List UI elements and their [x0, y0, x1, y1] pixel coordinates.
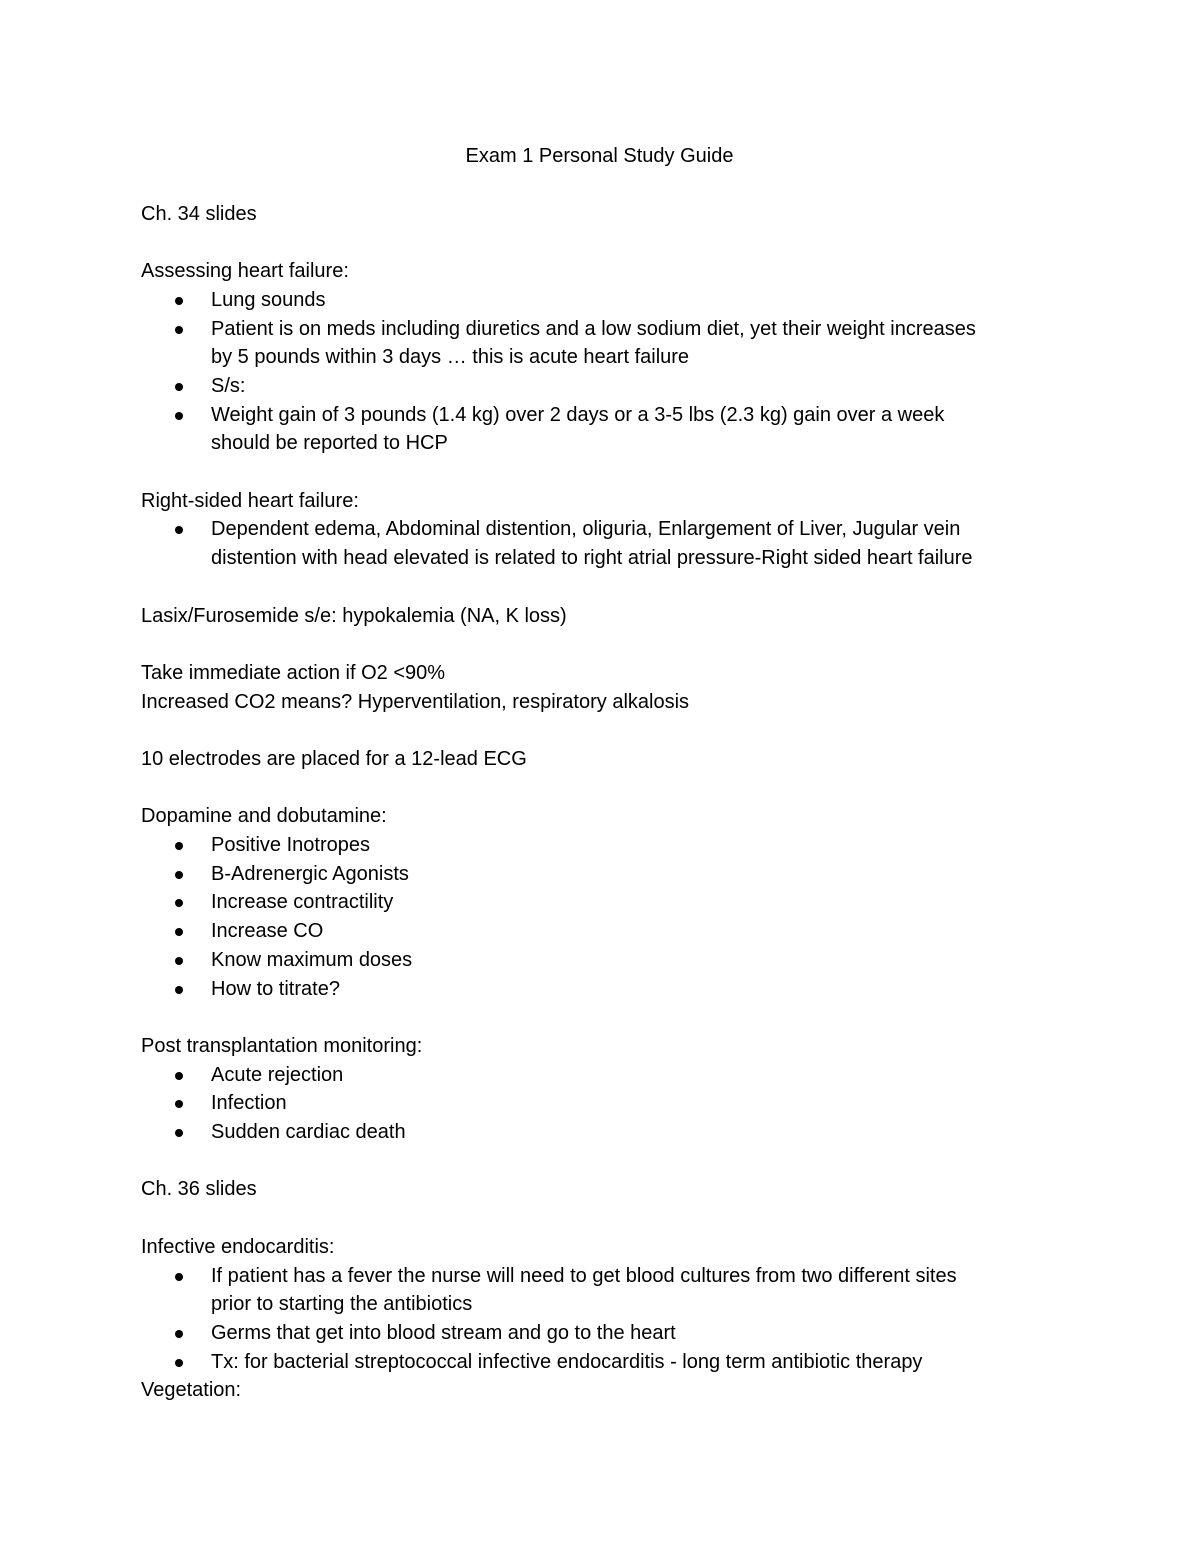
list-item: Patient is on meds including diuretics and a low sodium diet, yet their weight increases by 5 pounds within 3 days … this is acute heart failure: [141, 315, 991, 372]
section-heading-vegetation: Vegetation:: [141, 1379, 242, 1402]
section-heading-right-sided-heart-failure: Right-sided heart failure:: [141, 489, 359, 512]
document-title: Exam 1 Personal Study Guide: [465, 145, 734, 167]
list-item: S/s:: [141, 372, 991, 401]
co2-note: Increased CO2 means? Hyperventilation, respiratory alkalosis: [141, 690, 690, 713]
chapter-heading-ch36: Ch. 36 slides: [141, 1178, 257, 1201]
spacer: [141, 1003, 1060, 1032]
spacer: [141, 716, 1060, 745]
spacer: [141, 228, 1060, 257]
chapter-heading-ch34: Ch. 34 slides: [141, 202, 257, 225]
section-heading-assessing-heart-failure: Assessing heart failure:: [141, 260, 349, 283]
spacer: [141, 630, 1060, 659]
list-item: Know maximum doses: [141, 946, 991, 975]
assessing-heart-failure-list: [141, 286, 991, 458]
section-heading-post-transplantation: Post transplantation monitoring:: [141, 1034, 423, 1057]
list-item: Increase contractility: [141, 888, 991, 917]
spacer: [141, 458, 1060, 487]
list-item: Acute rejection: [141, 1061, 991, 1090]
list-item: Tx: for bacterial streptococcal infective endocarditis - long term antibiotic therapy: [141, 1348, 991, 1377]
list-item: Infection: [141, 1089, 991, 1118]
list-item: Germs that get into blood stream and go to the heart: [141, 1319, 991, 1348]
list-item: Positive Inotropes: [141, 831, 991, 860]
lasix-note: Lasix/Furosemide s/e: hypokalemia (NA, K loss): [141, 604, 567, 627]
o2-note: Take immediate action if O2 <90%: [141, 661, 446, 684]
ecg-electrodes-note: 10 electrodes are placed for a 12-lead ECG: [141, 747, 527, 770]
post-transplantation-list: [141, 1061, 991, 1147]
dopamine-dobutamine-list: [141, 831, 991, 1003]
list-item: If patient has a fever the nurse will need to get blood cultures from two different sites prior to starting the antibiotics: [141, 1262, 991, 1319]
list-item: Dependent edema, Abdominal distention, oliguria, Enlargement of Liver, Jugular vein distention with head elevated is related to right atrial pressure-Right sided heart failure: [141, 515, 991, 572]
right-sided-heart-failure-list: [141, 515, 991, 572]
spacer: [141, 774, 1060, 803]
list-item: Sudden cardiac death: [141, 1118, 991, 1147]
list-item: B-Adrenergic Agonists: [141, 860, 991, 889]
spacer: [141, 1204, 1060, 1233]
section-heading-dopamine-dobutamine: Dopamine and dobutamine:: [141, 805, 387, 828]
list-item: How to titrate?: [141, 975, 991, 1004]
list-item: Lung sounds: [141, 286, 991, 315]
spacer: [141, 573, 1060, 602]
section-heading-infective-endocarditis: Infective endocarditis:: [141, 1235, 335, 1258]
infective-endocarditis-list: [141, 1262, 991, 1377]
list-item: Weight gain of 3 pounds (1.4 kg) over 2 days or a 3-5 lbs (2.3 kg) gain over a week should be reported to HCP: [141, 401, 991, 458]
list-item: Increase CO: [141, 917, 991, 946]
spacer: [141, 1147, 1060, 1176]
